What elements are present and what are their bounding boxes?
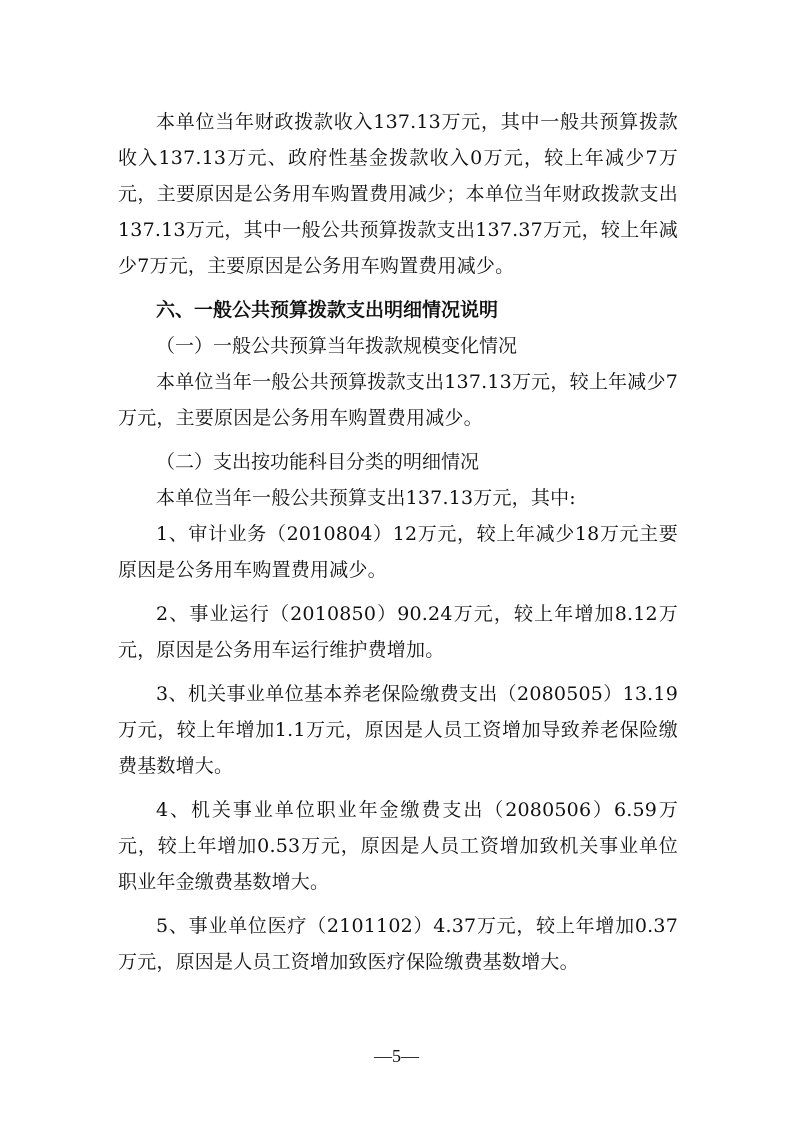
document-body xyxy=(118,104,678,980)
list-item-medical: 5、事业单位医疗（2101102）4.37万元，较上年增加0.37万元，原因是人员工资增加致医疗保险缴费基数增大。 xyxy=(118,915,678,973)
list-item-pension: 3、机关事业单位基本养老保险缴费支出（2080505）13.19万元，较上年增加1.1万元，原因是人员工资增加导致养老保险缴费基数增大。 xyxy=(118,683,678,777)
spacer xyxy=(118,284,678,292)
paragraph-budget-scale: 本单位当年一般公共预算拨款支出137.13万元，较上年减少7万元，主要原因是公务用车购置费用减少。 xyxy=(118,371,678,429)
spacer xyxy=(118,588,678,596)
spacer xyxy=(118,436,678,444)
spacer xyxy=(118,668,678,676)
list-item-audit: 1、审计业务（2010804）12万元，较上年减少18万元主要原因是公务用车购置费用减少。 xyxy=(118,523,678,581)
list-item-operations: 2、事业运行（2010850）90.24万元，较上年增加8.12万元，原因是公务用车运行维护费增加。 xyxy=(118,603,678,661)
spacer xyxy=(118,900,678,908)
section-heading-6: 六、一般公共预算拨款支出明细情况说明 xyxy=(156,299,499,321)
subsection-heading-2: （二）支出按功能科目分类的明细情况 xyxy=(156,451,480,473)
list-item-annuity: 4、机关事业单位职业年金缴费支出（2080506）6.59万元，较上年增加0.53万元，原因是人员工资增加致机关事业单位职业年金缴费基数增大。 xyxy=(118,799,678,893)
paragraph-financial-allocation: 本单位当年财政拨款收入137.13万元，其中一般共预算拨款收入137.13万元、政府性基金拨款收入0万元，较上年减少7万元，主要原因是公务用车购置费用减少；本单位当年财政拨款支出137.13万元，其中一般公共预算拨款支出137.37万元，较上年减少7万元，主要原因是公务用车购置费用减少。 xyxy=(118,111,678,277)
spacer xyxy=(118,784,678,792)
subsection-heading-1: （一）一般公共预算当年拨款规模变化情况 xyxy=(156,335,518,357)
paragraph-budget-total: 本单位当年一般公共预算支出137.13万元，其中: xyxy=(156,487,576,509)
page-number: —5— xyxy=(374,1046,419,1066)
